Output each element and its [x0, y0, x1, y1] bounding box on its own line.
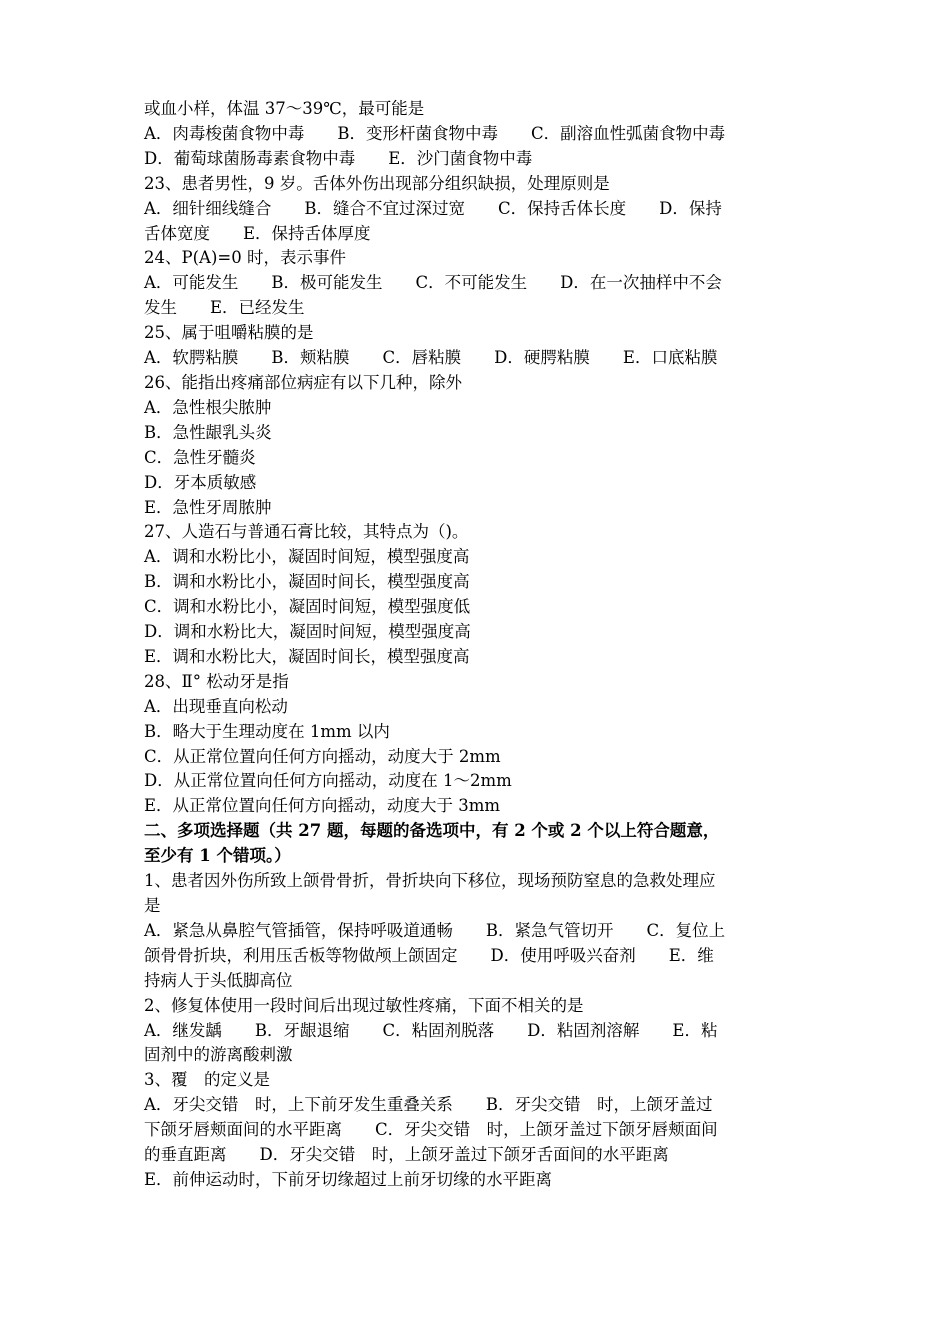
text-line: A．软腭粘膜 B．颊粘膜 C．唇粘膜 D．硬腭粘膜 E．口底粘膜: [144, 348, 718, 368]
text-line: A．可能发生 B．极可能发生 C．不可能发生 D．在一次抽样中不会: [144, 273, 722, 293]
text-line: D．调和水粉比大，凝固时间短，模型强度高: [144, 622, 471, 642]
text-line: B．略大于生理动度在 1mm 以内: [144, 721, 390, 741]
text-line: C．调和水粉比小，凝固时间短，模型强度低: [144, 597, 471, 617]
text-line: B．调和水粉比小，凝固时间长，模型强度高: [144, 572, 470, 592]
text-line: E．急性牙周脓肿: [144, 497, 272, 517]
text-line: A．继发龋 B．牙龈退缩 C．粘固剂脱落 D．粘固剂溶解 E．粘: [144, 1020, 718, 1040]
text-line: 或血小样，体温 37～39℃，最可能是: [144, 99, 425, 118]
document-page: [144, 97, 810, 1193]
text-line: E．前伸运动时，下前牙切缘超过上前牙切缘的水平距离: [144, 1169, 553, 1189]
text-line: 舌体宽度 E．保持舌体厚度: [144, 223, 371, 243]
text-line: 3、覆 的定义是: [144, 1070, 270, 1090]
text-line: D．牙本质敏感: [144, 472, 257, 492]
text-line: A．出现垂直向松动: [144, 696, 288, 716]
text-line: 24、P(A)=0 时，表示事件: [144, 248, 346, 268]
text-line: 27、人造石与普通石膏比较，其特点为（)。: [144, 522, 469, 542]
text-line: A．牙尖交错 时，上下前牙发生重叠关系 B．牙尖交错 时，上颌牙盖过: [144, 1095, 713, 1115]
text-line: 25、属于咀嚼粘膜的是: [144, 323, 314, 343]
text-line: 持病人于头低脚高位: [144, 970, 293, 990]
text-line: 23、患者男性，9 岁。舌体外伤出现部分组织缺损，处理原则是: [144, 173, 610, 193]
text-line: A．急性根尖脓肿: [144, 397, 272, 417]
text-line: 颌骨骨折块，利用压舌板等物做颅上颌固定 D．使用呼吸兴奋剂 E．维: [144, 945, 714, 965]
text-line: C．从正常位置向任何方向摇动，动度大于 2mm: [144, 746, 501, 766]
section-heading-line: 至少有 1 个错项。）: [144, 846, 291, 866]
section-heading-line: 二、多项选择题（共 27 题，每题的备选项中，有 2 个或 2 个以上符合题意，: [144, 821, 720, 841]
text-line: B．急性龈乳头炎: [144, 422, 272, 442]
text-line: 固剂中的游离酸刺激: [144, 1045, 293, 1065]
text-line: C．急性牙髓炎: [144, 447, 256, 467]
text-line: A．紧急从鼻腔气管插管，保持呼吸道通畅 B．紧急气管切开 C．复位上: [144, 920, 726, 940]
text-line: 的垂直距离 D．牙尖交错 时，上颌牙盖过下颌牙舌面间的水平距离: [144, 1145, 669, 1165]
text-line: E．调和水粉比大，凝固时间长，模型强度高: [144, 646, 470, 666]
text-line: A．肉毒梭菌食物中毒 B．变形杆菌食物中毒 C．副溶血性弧菌食物中毒: [144, 123, 726, 143]
text-line: D．从正常位置向任何方向摇动，动度在 1～2mm: [144, 771, 512, 791]
text-line: 28、Ⅱ° 松动牙是指: [144, 671, 289, 691]
text-line: 下颌牙唇颊面间的水平距离 C．牙尖交错 时，上颌牙盖过下颌牙唇颊面间: [144, 1120, 718, 1140]
text-line: A．调和水粉比小，凝固时间短，模型强度高: [144, 547, 470, 567]
text-line: 26、能指出疼痛部位病症有以下几种，除外: [144, 372, 462, 392]
text-line: 是: [144, 896, 161, 915]
text-line: E．从正常位置向任何方向摇动，动度大于 3mm: [144, 796, 501, 816]
text-line: A．细针细线缝合 B．缝合不宜过深过宽 C．保持舌体长度 D．保持: [144, 198, 722, 218]
text-line: D．葡萄球菌肠毒素食物中毒 E．沙门菌食物中毒: [144, 148, 533, 168]
text-line: 2、修复体使用一段时间后出现过敏性疼痛，下面不相关的是: [144, 995, 584, 1015]
text-line: 1、患者因外伤所致上颌骨骨折，骨折块向下移位，现场预防窒息的急救处理应: [144, 871, 716, 891]
text-line: 发生 E．已经发生: [144, 298, 305, 318]
